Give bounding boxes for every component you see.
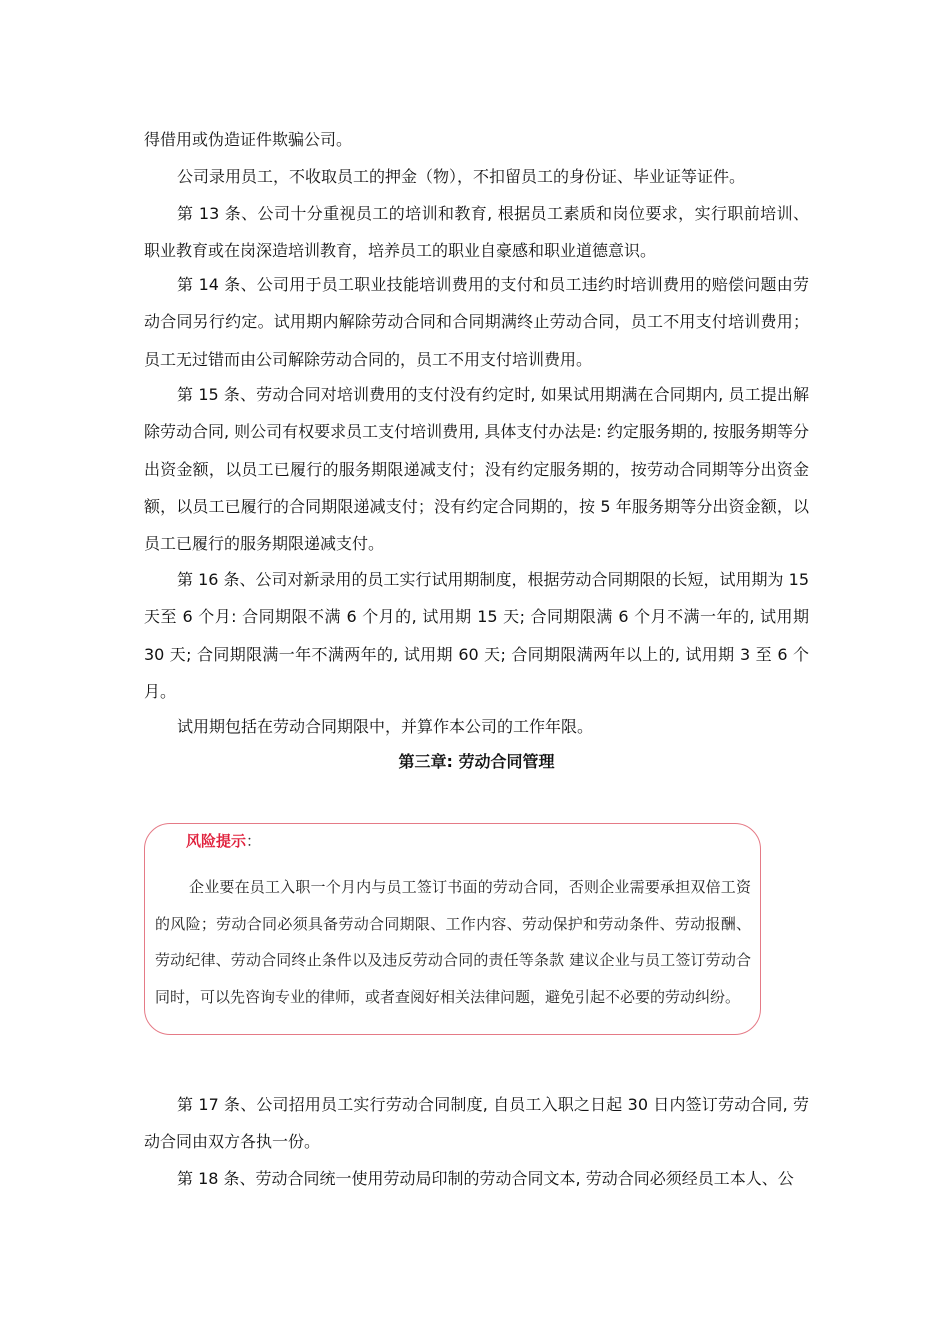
article-14: 第 14 条、公司用于员工职业技能培训费用的支付和员工违约时培训费用的赔偿问题由劳动合同另行约定。试用期内解除劳动合同和合同期满终止劳动合同，员工不用支付培训费用；员工无过错而由公司解除劳动合同的，员工不用支付培训费用。 [144,275,809,369]
chapter-title: 第三章: 劳动合同管理 [398,752,555,771]
article-13: 第 13 条、公司十分重视员工的培训和教育, 根据员工素质和岗位要求，实行职前培训、职业教育或在岗深造培训教育，培养员工的职业自豪感和职业道德意识。 [144,204,809,261]
risk-notice-title-colon: ： [246,832,262,850]
paragraph-no-deposit: 公司录用员工，不收取员工的押金（物），不扣留员工的身份证、毕业证等证件。 [177,167,746,186]
paragraph-probation-period: 试用期包括在劳动合同期限中，并算作本公司的工作年限。 [177,717,594,736]
paragraph-id-fraud: 得借用或伪造证件欺骗公司。 [144,130,353,149]
article-16: 第 16 条、公司对新录用的员工实行试用期制度，根据劳动合同期限的长短，试用期为 15 天至 6 个月: 合同期限不满 6 个月的, 试用期 15 天; 合同期限满 6 个月不满一年的, 试用期 30 天; 合同期限满一年不满两年的, 试用期 60 天; 合同期限满两年以上的, 试用期 3 至 6 个月。 [144,570,809,701]
article-15: 第 15 条、劳动合同对培训费用的支付没有约定时, 如果试用期满在合同期内, 员工提出解除劳动合同, 则公司有权要求员工支付培训费用, 具体支付办法是: 约定服务期的, 按服务期等分出资金额，以员工已履行的服务期限递减支付；没有约定服务期的，按劳动合同期等分出资金额，以员工已履行的合同期限递减支付；没有约定合同期的，按 5 年服务期等分出资金额，以员工已履行的服务期限递减支付。 [144,385,809,554]
risk-notice-body: 企业要在员工入职一个月内与员工签订书面的劳动合同，否则企业需要承担双倍工资的风险；劳动合同必须具备劳动合同期限、工作内容、劳动保护和劳动条件、劳动报酬、劳动纪律、劳动合同终止条件以及违反劳动合同的责任等条款 建议企业与员工签订劳动合同时，可以先咨询专业的律师，或者查阅好相关法律问题，避免引起不必要的劳动纠纷。 [155,878,751,1006]
risk-notice-box [144,823,761,1035]
article-17: 第 17 条、公司招用员工实行劳动合同制度, 自员工入职之日起 30 日内签订劳动合同, 劳动合同由双方各执一份。 [144,1095,809,1152]
article-18: 第 18 条、劳动合同统一使用劳动局印制的劳动合同文本, 劳动合同必须经员工本人、公 [177,1169,794,1188]
risk-notice-title-text: 风险提示 [186,832,247,850]
risk-notice-title [186,827,261,855]
